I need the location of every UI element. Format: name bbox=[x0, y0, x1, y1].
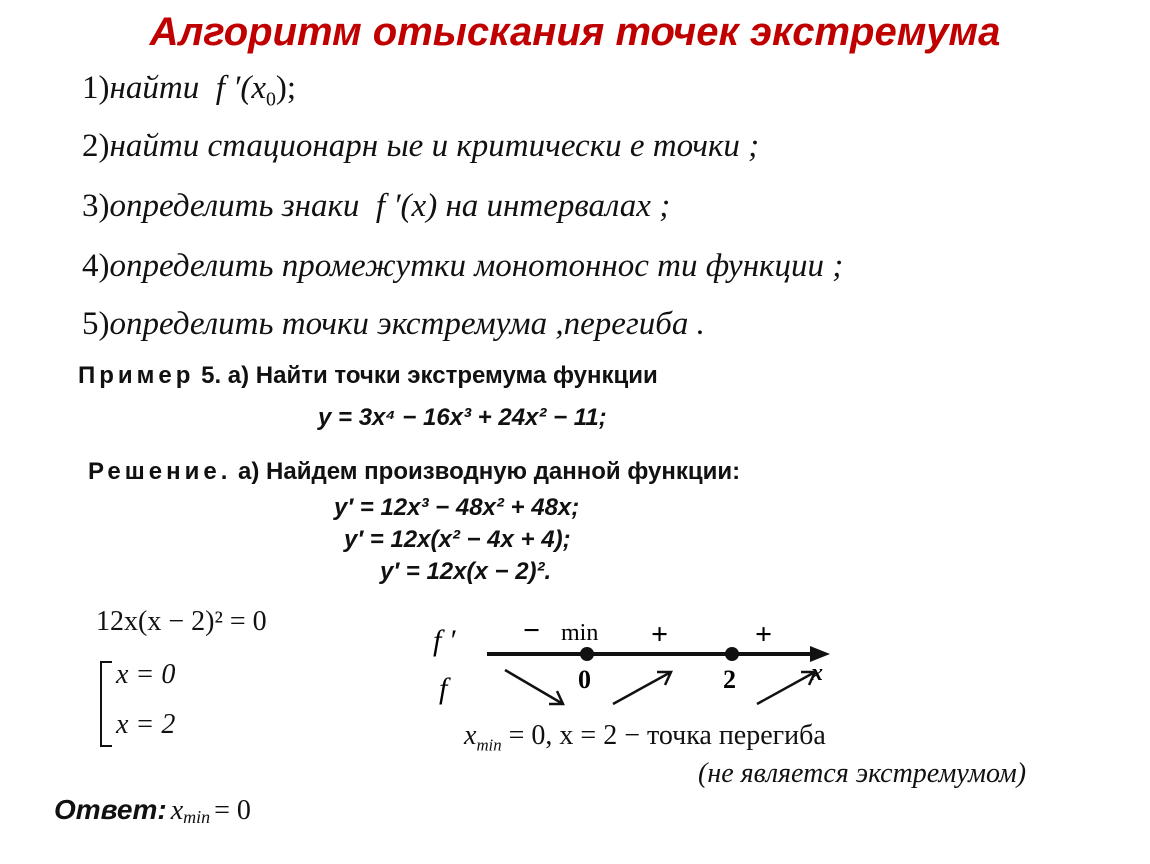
point-two-dot bbox=[725, 647, 739, 661]
point-two-label: 2 bbox=[723, 665, 736, 694]
answer-line bbox=[54, 794, 251, 828]
algorithm-step-5: 5)определить точки экстремума ,перегиба . bbox=[82, 306, 705, 342]
min-label: min bbox=[561, 620, 599, 646]
solution-heading: Решение. а) Найдем производную данной функции: bbox=[88, 458, 741, 485]
root-2: x = 2 bbox=[116, 709, 176, 740]
answer-value: = 0 bbox=[214, 795, 251, 826]
root-1: x = 0 bbox=[116, 659, 176, 690]
conclusion-line: $x_{min} = 0$, x = 2 − точка перегиба bbox=[464, 720, 826, 755]
derivative-line-2: y′ = 12x(x² − 4x + 4); bbox=[344, 526, 571, 553]
algorithm-step-4: 4)определить промежутки монотоннос ти функции ; bbox=[82, 248, 844, 284]
point-zero-label: 0 bbox=[578, 665, 591, 694]
answer-label: Ответ: bbox=[54, 794, 167, 825]
slide-title: Алгоритм отыскания точек экстремума bbox=[149, 10, 1001, 54]
example-heading: Пример 5. а) Найти точки экстремума функции bbox=[78, 362, 658, 389]
answer-sub: min bbox=[183, 807, 211, 828]
decreasing-arrow bbox=[505, 670, 563, 704]
roots-bracket bbox=[100, 661, 112, 747]
algorithm-step-2: 2)найти стационарн ые и критически е точки ; bbox=[82, 128, 760, 164]
sign-plus-2: + bbox=[755, 618, 773, 651]
example-function: y = 3x⁴ − 16x³ + 24x² − 11; bbox=[318, 404, 607, 431]
axis-x-label: x bbox=[811, 660, 823, 686]
answer-var: x bbox=[170, 795, 184, 826]
increasing-arrow-2 bbox=[757, 672, 815, 704]
derivative-equation: 12x(x − 2)² = 0 bbox=[96, 606, 267, 637]
sign-plus-1: + bbox=[651, 618, 669, 651]
sign-chart bbox=[425, 612, 845, 712]
f-prime-label: f ′ bbox=[433, 624, 456, 657]
sign-minus: − bbox=[523, 614, 541, 647]
increasing-arrow-1 bbox=[613, 672, 671, 704]
derivative-line-1: y′ = 12x³ − 48x² + 48x; bbox=[334, 494, 580, 521]
f-label: f bbox=[439, 672, 448, 705]
derivative-line-3: y′ = 12x(x − 2)². bbox=[380, 558, 552, 585]
algorithm-step-1: 1)найти f $'(x_0)$; bbox=[82, 70, 297, 111]
point-zero-dot bbox=[580, 647, 594, 661]
conclusion-note: (не является экстремумом) bbox=[698, 758, 1027, 789]
algorithm-step-3: 3)определить знаки f ′(x) на интервалах ; bbox=[82, 188, 671, 224]
